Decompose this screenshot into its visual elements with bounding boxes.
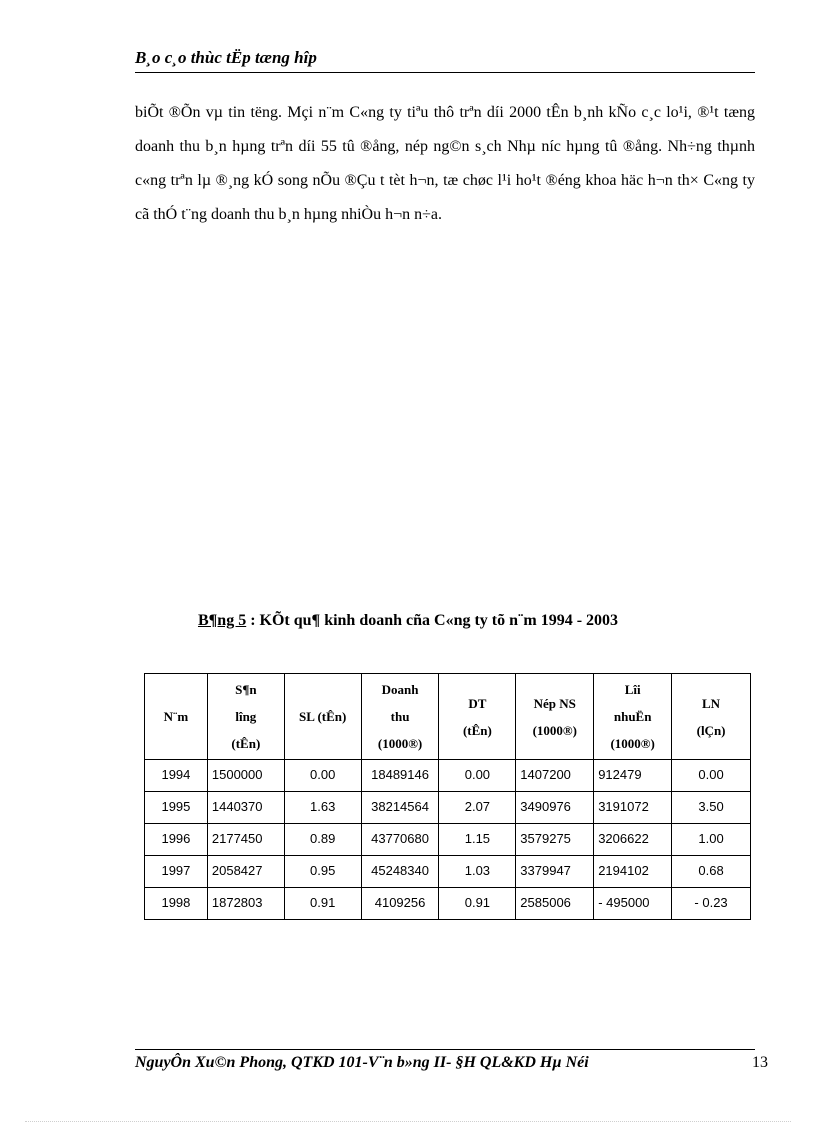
cell-output: 1440370 xyxy=(207,792,284,824)
cell-revenue-index: 1.03 xyxy=(439,856,516,888)
page-bottom-rule xyxy=(25,1121,791,1122)
cell-revenue: 45248340 xyxy=(361,856,439,888)
header-year: N¨m xyxy=(145,674,208,760)
cell-profit: 912479 xyxy=(594,760,672,792)
header-output-index: SL (tÊn) xyxy=(284,674,361,760)
table-caption-number: B¶ng 5 xyxy=(197,612,247,629)
header-profit: Lîi nhuËn (1000®) xyxy=(594,674,672,760)
cell-profit-index: 0.00 xyxy=(672,760,751,792)
cell-output-index: 0.00 xyxy=(284,760,361,792)
cell-profit-index: 0.68 xyxy=(672,856,751,888)
cell-profit: 3191072 xyxy=(594,792,672,824)
cell-budget: 1407200 xyxy=(516,760,594,792)
body-paragraph: biÕt ®Õn vµ tin tëng. Mçi n¨m C«ng ty tiªu thô trªn díi 2000 tÊn b¸nh kÑo c¸c lo¹i, ®¹t tæng doanh thu b¸n hµng trªn díi 55 tû ®ång, nép ng©n s¸ch Nhµ níc hµng tû ®ång. Nh÷ng thµnh c«ng trªn lµ ®¸ng kÓ song nÕu ®Çu t tèt h¬n, tæ chøc l¹i ho¹t ®éng khoa häc h¬n th× C«ng ty cã thÓ t¨ng doanh thu b¸n hµng nhiÒu h¬n n÷a. xyxy=(135,104,755,223)
cell-profit-index: 1.00 xyxy=(672,824,751,856)
body-paragraph-block xyxy=(135,96,755,232)
header-output: S¶n lîng (tÊn) xyxy=(207,674,284,760)
cell-revenue: 4109256 xyxy=(361,888,439,920)
cell-budget: 2585006 xyxy=(516,888,594,920)
business-results-table xyxy=(144,673,751,920)
table-header-row xyxy=(145,674,751,760)
cell-output: 2058427 xyxy=(207,856,284,888)
cell-revenue-index: 0.91 xyxy=(439,888,516,920)
cell-revenue-index: 0.00 xyxy=(439,760,516,792)
cell-profit-index: 3.50 xyxy=(672,792,751,824)
cell-year: 1996 xyxy=(145,824,208,856)
header-budget-payment: Nép NS (1000®) xyxy=(516,674,594,760)
table-row xyxy=(145,760,751,792)
cell-output-index: 0.89 xyxy=(284,824,361,856)
cell-profit-index: - 0.23 xyxy=(672,888,751,920)
cell-profit: 2194102 xyxy=(594,856,672,888)
cell-year: 1997 xyxy=(145,856,208,888)
cell-budget: 3490976 xyxy=(516,792,594,824)
cell-revenue: 18489146 xyxy=(361,760,439,792)
cell-budget: 3579275 xyxy=(516,824,594,856)
cell-output-index: 0.91 xyxy=(284,888,361,920)
table-row xyxy=(145,856,751,888)
page-number: 13 xyxy=(752,1054,768,1071)
header-revenue-index: DT (tÊn) xyxy=(439,674,516,760)
cell-budget: 3379947 xyxy=(516,856,594,888)
cell-revenue-index: 1.15 xyxy=(439,824,516,856)
header-revenue: Doanh thu (1000®) xyxy=(361,674,439,760)
cell-output: 1872803 xyxy=(207,888,284,920)
table-caption-text: : KÕt qu¶ kinh doanh cña C«ng ty tõ n¨m 1994 - 2003 xyxy=(250,612,619,629)
cell-year: 1998 xyxy=(145,888,208,920)
cell-year: 1995 xyxy=(145,792,208,824)
cell-output-index: 1.63 xyxy=(284,792,361,824)
table-row xyxy=(145,792,751,824)
footer-author: NguyÔn Xu©n Phong, QTKD 101-V¨n b»ng II- §H QL&KD Hµ Néi xyxy=(135,1054,589,1071)
cell-revenue-index: 2.07 xyxy=(439,792,516,824)
cell-output-index: 0.95 xyxy=(284,856,361,888)
cell-output: 1500000 xyxy=(207,760,284,792)
cell-profit: 3206622 xyxy=(594,824,672,856)
cell-year: 1994 xyxy=(145,760,208,792)
table-caption xyxy=(0,612,816,630)
table-row xyxy=(145,888,751,920)
footer-divider xyxy=(135,1049,755,1050)
cell-revenue: 43770680 xyxy=(361,824,439,856)
cell-revenue: 38214564 xyxy=(361,792,439,824)
table-row xyxy=(145,824,751,856)
document-header: B¸o c¸o thùc tËp tæng hîp xyxy=(135,48,755,73)
cell-output: 2177450 xyxy=(207,824,284,856)
header-profit-index: LN (lÇn) xyxy=(672,674,751,760)
cell-profit: - 495000 xyxy=(594,888,672,920)
